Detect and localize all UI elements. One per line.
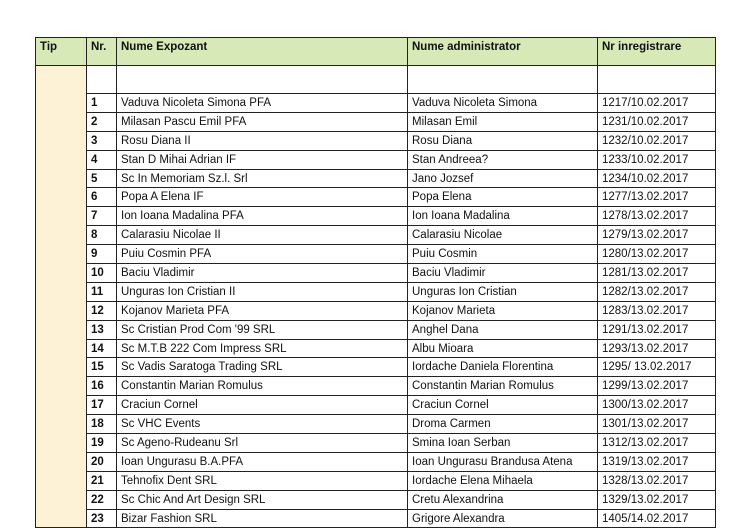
- table-row: [36, 471, 716, 490]
- administrator-name: Stan Andreea?: [408, 150, 598, 169]
- row-number: 9: [87, 245, 117, 264]
- row-number: 4: [87, 150, 117, 169]
- table-row: [36, 282, 716, 301]
- table-row: [36, 377, 716, 396]
- registration-number: 1293/13.02.2017: [598, 339, 716, 358]
- exhibitor-name: Calarasiu Nicolae II: [117, 226, 408, 245]
- table-row: [36, 245, 716, 264]
- registration-number: 1329/13.02.2017: [598, 490, 716, 509]
- administrator-name: Iordache Daniela Florentina: [408, 358, 598, 377]
- row-number: 18: [87, 415, 117, 434]
- row-number: 23: [87, 509, 117, 528]
- registration-number: 1234/10.02.2017: [598, 169, 716, 188]
- administrator-name: Droma Carmen: [408, 415, 598, 434]
- table-row: [36, 434, 716, 453]
- table-row: [36, 188, 716, 207]
- row-number: 7: [87, 207, 117, 226]
- registration-number: 1319/13.02.2017: [598, 452, 716, 471]
- table-row: [36, 320, 716, 339]
- exhibitor-register-table: [35, 37, 716, 528]
- exhibitor-name: Popa A Elena IF: [117, 188, 408, 207]
- administrator-name: Calarasiu Nicolae: [408, 226, 598, 245]
- exhibitor-name: Milasan Pascu Emil PFA: [117, 112, 408, 131]
- administrator-name: Ioan Ungurasu Brandusa Atena: [408, 452, 598, 471]
- row-number: 16: [87, 377, 117, 396]
- registration-number: 1405/14.02.2017: [598, 509, 716, 528]
- table-row: [36, 264, 716, 283]
- row-number: 10: [87, 264, 117, 283]
- administrator-name: Constantin Marian Romulus: [408, 377, 598, 396]
- header-nume-expozant: Nume Expozant: [117, 38, 408, 66]
- row-number: 5: [87, 169, 117, 188]
- exhibitor-name: Baciu Vladimir: [117, 264, 408, 283]
- registration-number: 1278/13.02.2017: [598, 207, 716, 226]
- exhibitor-name: Ioan Ungurasu B.A.PFA: [117, 452, 408, 471]
- row-number: 3: [87, 131, 117, 150]
- administrator-name: Rosu Diana: [408, 131, 598, 150]
- table-row: [36, 509, 716, 528]
- registration-number: 1281/13.02.2017: [598, 264, 716, 283]
- administrator-name: Baciu Vladimir: [408, 264, 598, 283]
- row-number: 1: [87, 94, 117, 113]
- administrator-name: Kojanov Marieta: [408, 301, 598, 320]
- exhibitor-name: Ion Ioana Madalina PFA: [117, 207, 408, 226]
- table-row: [36, 339, 716, 358]
- row-number: 15: [87, 358, 117, 377]
- exhibitor-name: Sc Cristian Prod Com '99 SRL: [117, 320, 408, 339]
- row-number: 8: [87, 226, 117, 245]
- administrator-name: Vaduva Nicoleta Simona: [408, 94, 598, 113]
- administrator-name: Jano Jozsef: [408, 169, 598, 188]
- exhibitor-name: Sc Ageno-Rudeanu Srl: [117, 434, 408, 453]
- header-nr-inregistrare: Nr inregistrare: [598, 38, 716, 66]
- blank-row: [36, 66, 716, 94]
- registration-number: 1231/10.02.2017: [598, 112, 716, 131]
- registration-number: 1299/13.02.2017: [598, 377, 716, 396]
- administrator-name: Iordache Elena Mihaela: [408, 471, 598, 490]
- table-row: [36, 396, 716, 415]
- exhibitor-name: Kojanov Marieta PFA: [117, 301, 408, 320]
- exhibitor-name: Sc In Memoriam Sz.l. Srl: [117, 169, 408, 188]
- registration-number: 1279/13.02.2017: [598, 226, 716, 245]
- administrator-name: Craciun Cornel: [408, 396, 598, 415]
- exhibitor-name: Sc Chic And Art Design SRL: [117, 490, 408, 509]
- exhibitor-name: Unguras Ion Cristian II: [117, 282, 408, 301]
- header-nr: Nr.: [87, 38, 117, 66]
- administrator-name: Anghel Dana: [408, 320, 598, 339]
- table-row: [36, 150, 716, 169]
- exhibitor-name: Puiu Cosmin PFA: [117, 245, 408, 264]
- row-number: 17: [87, 396, 117, 415]
- registration-number: 1277/13.02.2017: [598, 188, 716, 207]
- row-number: 20: [87, 452, 117, 471]
- table-row: [36, 358, 716, 377]
- exhibitor-name: Rosu Diana II: [117, 131, 408, 150]
- registration-number: 1283/13.02.2017: [598, 301, 716, 320]
- row-number: 21: [87, 471, 117, 490]
- header-row: [36, 38, 716, 66]
- registration-number: 1291/13.02.2017: [598, 320, 716, 339]
- exhibitor-name: Sc VHC Events: [117, 415, 408, 434]
- table-row: [36, 226, 716, 245]
- administrator-name: Albu Mioara: [408, 339, 598, 358]
- exhibitor-name: Tehnofix Dent SRL: [117, 471, 408, 490]
- exhibitor-name: Bizar Fashion SRL: [117, 509, 408, 528]
- table-row: [36, 415, 716, 434]
- table-row: [36, 452, 716, 471]
- row-number: 11: [87, 282, 117, 301]
- table-row: [36, 207, 716, 226]
- registration-number: 1301/13.02.2017: [598, 415, 716, 434]
- registration-number: 1328/13.02.2017: [598, 471, 716, 490]
- administrator-name: Smina Ioan Serban: [408, 434, 598, 453]
- administrator-name: Ion Ioana Madalina: [408, 207, 598, 226]
- header-nume-administrator: Nume administrator: [408, 38, 598, 66]
- registration-number: 1280/13.02.2017: [598, 245, 716, 264]
- administrator-name: Unguras Ion Cristian: [408, 282, 598, 301]
- exhibitor-name: Sc Vadis Saratoga Trading SRL: [117, 358, 408, 377]
- table-row: [36, 131, 716, 150]
- registration-number: 1233/10.02.2017: [598, 150, 716, 169]
- exhibitor-name: Vaduva Nicoleta Simona PFA: [117, 94, 408, 113]
- registration-number: 1217/10.02.2017: [598, 94, 716, 113]
- table-row: [36, 94, 716, 113]
- administrator-name: Milasan Emil: [408, 112, 598, 131]
- registration-number: 1300/13.02.2017: [598, 396, 716, 415]
- tip-cell: [36, 66, 87, 528]
- administrator-name: Cretu Alexandrina: [408, 490, 598, 509]
- administrator-name: Puiu Cosmin: [408, 245, 598, 264]
- administrator-name: Grigore Alexandra: [408, 509, 598, 528]
- table-row: [36, 490, 716, 509]
- administrator-name: Popa Elena: [408, 188, 598, 207]
- table-row: [36, 301, 716, 320]
- header-tip: Tip: [36, 38, 87, 66]
- table-body: [36, 66, 716, 528]
- registration-number: 1312/13.02.2017: [598, 434, 716, 453]
- exhibitor-name: Sc M.T.B 222 Com Impress SRL: [117, 339, 408, 358]
- registration-number: 1295/ 13.02.2017: [598, 358, 716, 377]
- row-number: 6: [87, 188, 117, 207]
- row-number: 2: [87, 112, 117, 131]
- table-row: [36, 112, 716, 131]
- row-number: 22: [87, 490, 117, 509]
- row-number: 14: [87, 339, 117, 358]
- exhibitor-name: Craciun Cornel: [117, 396, 408, 415]
- table-row: [36, 169, 716, 188]
- row-number: 19: [87, 434, 117, 453]
- exhibitor-name: Constantin Marian Romulus: [117, 377, 408, 396]
- registration-number: 1282/13.02.2017: [598, 282, 716, 301]
- registration-number: 1232/10.02.2017: [598, 131, 716, 150]
- row-number: 13: [87, 320, 117, 339]
- row-number: 12: [87, 301, 117, 320]
- exhibitor-name: Stan D Mihai Adrian IF: [117, 150, 408, 169]
